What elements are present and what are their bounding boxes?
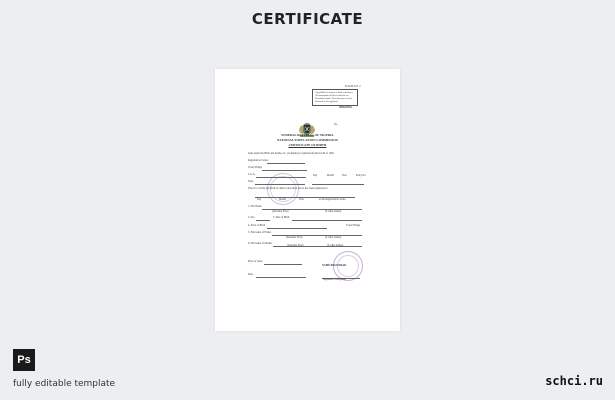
reg-centre-label: at the Registration Centre <box>319 198 346 201</box>
state-label: State <box>248 180 254 183</box>
date-line <box>256 277 306 278</box>
father-other-names-hint: (3 other names) <box>325 236 342 239</box>
issued-under-text: Issue under the Birth and deaths, etc. (Compulsory registration) Decree 69 of 1992 <box>248 152 334 155</box>
mother-surname-hint: (Surname First) <box>287 244 304 247</box>
field-full-name: 1. Full Name <box>248 205 262 208</box>
certify-text: This is to certify that birth of child as described below has been registered in <box>248 187 328 190</box>
registrar-name: NAME REGISTRAR <box>322 264 346 267</box>
father-surname-hint: (Surname First) <box>286 236 303 239</box>
mother-other-names-hint: (3 other names) <box>327 244 344 247</box>
field-sex: 2. Sex <box>248 216 255 219</box>
notice-box <box>312 89 358 106</box>
certificate-title: CERTIFICATE OF BIRTH <box>288 143 327 147</box>
place-of-issue-line <box>264 264 302 265</box>
official-stamp-inner-icon <box>270 176 296 202</box>
reg-day-label: Day <box>257 198 262 201</box>
republic-title: FEDERAL REPUBLIC OF NIGERIA <box>281 133 334 137</box>
notice-line: Copy/Mark on copies of birth certificates <box>315 92 353 94</box>
original-label: ORIGINAL <box>339 106 353 109</box>
template-caption: fully editable template <box>13 379 116 389</box>
commission-title: NATIONAL POPULATION COMMISSION <box>277 138 338 142</box>
certificate-document <box>215 69 400 331</box>
other-names-hint: (3 other names) <box>325 210 342 213</box>
town-village-label: Town/Village <box>248 166 263 169</box>
date-header-year: Year <box>342 174 347 177</box>
town-village-line <box>262 170 307 171</box>
number-label: No. <box>334 123 338 126</box>
date-of-birth-line <box>292 220 362 221</box>
page-heading: CERTIFICATE <box>251 10 364 28</box>
date-header-day: Day <box>313 174 318 177</box>
place-of-birth-line <box>267 228 327 229</box>
date-of-birth-label: 3. Date of Birth <box>273 216 290 219</box>
notice-line: Non-transferable. This document is to be <box>315 98 353 100</box>
registration-centre-label: Registration Centre <box>248 159 269 162</box>
date-header-month: Month <box>327 174 334 177</box>
lga-label: L.G.A. <box>248 173 256 176</box>
town-village-right-label: Town/Village <box>346 224 361 227</box>
reg-year-label: Year <box>299 198 304 201</box>
notice-line: All information in this certificate are <box>315 95 349 97</box>
registration-centre-line <box>267 163 305 164</box>
field-place-of-birth: 4. Place of Birth <box>248 224 265 227</box>
date-header-entry: Entry No. <box>356 174 367 177</box>
form-number: Form B, Pof. 2 <box>345 85 361 88</box>
place-of-issue-label: Place of Issue <box>248 260 263 263</box>
site-name: schci.ru <box>545 374 603 388</box>
field-father-name: 5. Full name of Father <box>248 231 272 234</box>
photoshop-icon: Ps <box>13 349 35 371</box>
entry-line <box>312 184 364 185</box>
reg-month-label: Month <box>279 198 286 201</box>
field-mother-name: 6. Full name of Mother <box>248 242 273 245</box>
signature-label: Signature of Registrar <box>323 278 346 281</box>
notice-line: Retained to the applicant <box>315 101 338 103</box>
date-label: Date <box>248 273 253 276</box>
surname-first-hint: (Surname First) <box>272 210 289 213</box>
sex-line <box>256 220 270 221</box>
